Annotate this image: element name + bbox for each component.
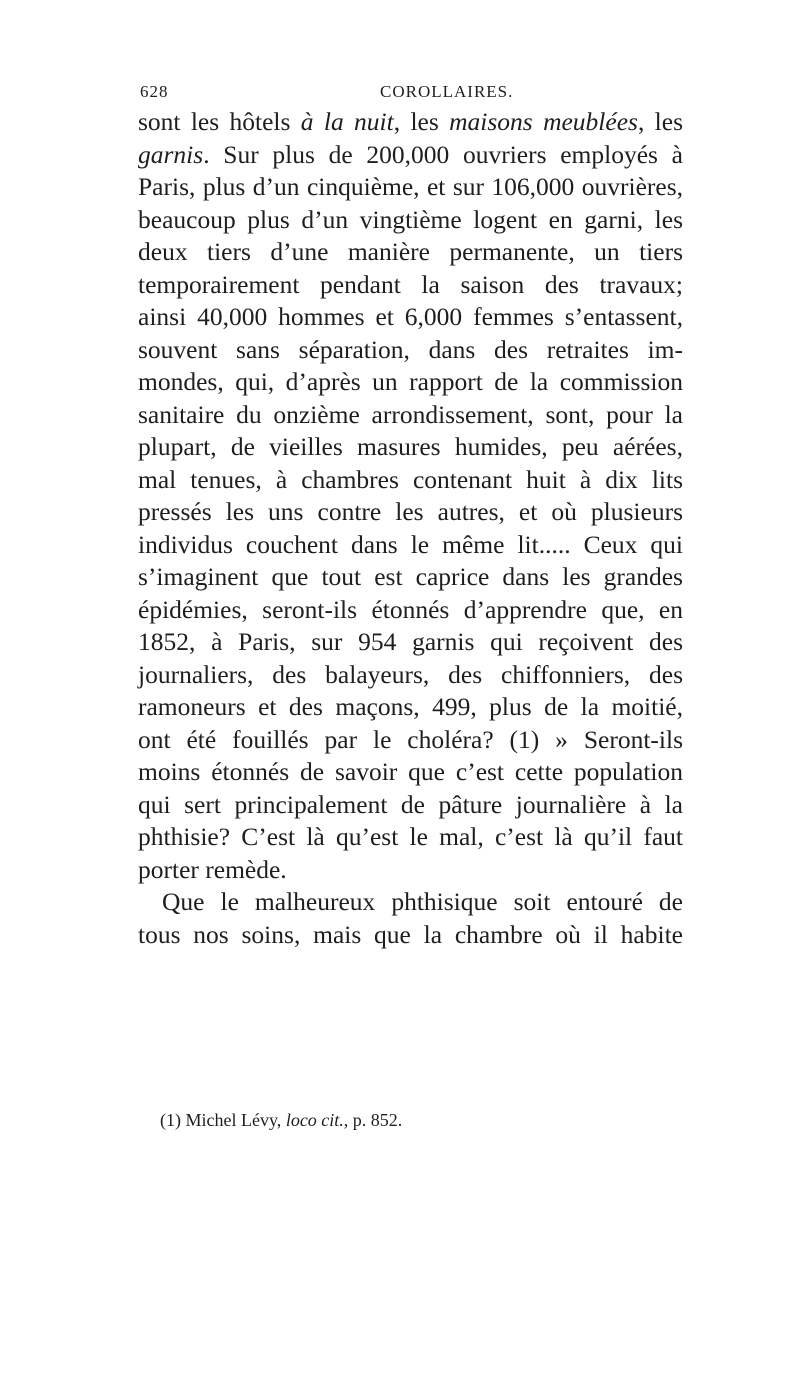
text-run: épidémies, seront-ils étonnés d’apprendre que, en bbox=[138, 594, 683, 624]
text-line bbox=[138, 236, 683, 269]
text-run: plupart, de vieilles masures humides, peu aérées, bbox=[138, 432, 683, 461]
text-run: tous nos soins, mais que la chambre où il habite bbox=[138, 919, 683, 949]
text-line bbox=[138, 561, 683, 594]
text-run: temporairement pendant la saison des travaux; bbox=[138, 269, 683, 299]
text-line bbox=[138, 366, 683, 399]
text-run: , les bbox=[393, 107, 450, 136]
footnote-ref: loco cit. bbox=[285, 1110, 344, 1130]
text-line bbox=[138, 464, 683, 497]
text-line bbox=[138, 106, 683, 139]
text-line bbox=[138, 789, 683, 822]
text-run: individus couchent dans le même lit..... Ceux qui bbox=[138, 529, 683, 559]
text-line bbox=[138, 886, 683, 919]
text-line bbox=[138, 756, 683, 789]
text-run: ramoneurs et des maçons, 499, plus de la moitié, bbox=[138, 692, 683, 721]
text-run: pressés les uns contre les autres, et où plusieurs bbox=[138, 497, 683, 526]
italic-phrase: maisons meublées bbox=[449, 107, 638, 136]
text-line bbox=[138, 171, 683, 204]
italic-phrase: à la nuit bbox=[300, 107, 394, 136]
text-run: , les bbox=[637, 107, 683, 136]
text-line bbox=[138, 659, 683, 692]
text-run: phthisie? C’est là qu’est le mal, c’est là qu’il faut bbox=[138, 822, 683, 851]
text-run: qui sert principalement de pâture journalière à la bbox=[138, 789, 683, 819]
text-line bbox=[138, 431, 683, 464]
body-text bbox=[138, 106, 683, 951]
text-run: beaucoup plus d’un vingtième logent en garni, les bbox=[138, 204, 683, 234]
text-run: . Sur plus de 200,000 ouvriers employés à bbox=[203, 139, 683, 169]
text-line bbox=[138, 269, 683, 302]
text-run: Paris, plus d’un cinquième, et sur 106,000 ouvrières, bbox=[138, 172, 683, 201]
text-run: souvent sans séparation, dans des retraites im- bbox=[138, 334, 683, 364]
text-line bbox=[138, 139, 683, 172]
text-run: ainsi 40,000 hommes et 6,000 femmes s’entassent, bbox=[138, 302, 683, 331]
text-run: porter remède. bbox=[138, 854, 287, 884]
text-run: deux tiers d’une manière permanente, un tiers bbox=[138, 237, 683, 266]
footnote-page: , p. 852. bbox=[343, 1110, 403, 1130]
page-number: 628 bbox=[140, 82, 169, 101]
text-run: sont les hôtels bbox=[138, 107, 301, 136]
text-line bbox=[138, 821, 683, 854]
text-run: sanitaire du onzième arrondissement, sont, pour la bbox=[138, 399, 683, 429]
footnote-author: Michel Lévy, bbox=[185, 1110, 282, 1130]
text-run: 1852, à Paris, sur 954 garnis qui reçoivent des bbox=[138, 627, 683, 656]
text-line bbox=[138, 626, 683, 659]
text-run: moins étonnés de savoir que c’est cette population bbox=[138, 757, 683, 786]
footnote bbox=[160, 1110, 402, 1131]
running-title: COROLLAIRES. bbox=[380, 82, 514, 101]
text-run: ont été fouillés par le choléra? (1) » Seront-ils bbox=[138, 724, 683, 754]
footnote-mark: (1) bbox=[160, 1110, 181, 1130]
text-line bbox=[138, 594, 683, 627]
text-line bbox=[138, 399, 683, 432]
text-run: Que le malheureux phthisique soit entouré de bbox=[162, 887, 683, 916]
text-run: mal tenues, à chambres contenant huit à dix lits bbox=[138, 464, 683, 494]
text-line bbox=[138, 301, 683, 334]
page-header bbox=[140, 82, 680, 106]
text-line bbox=[138, 334, 683, 367]
text-line bbox=[138, 919, 683, 952]
text-run: s’imaginent que tout est caprice dans les grandes bbox=[138, 562, 683, 591]
text-line bbox=[138, 496, 683, 529]
text-run: journaliers, des balayeurs, des chiffonniers, des bbox=[138, 659, 683, 689]
text-line bbox=[138, 204, 683, 237]
text-line bbox=[138, 691, 683, 724]
text-line bbox=[138, 854, 683, 887]
italic-phrase: garnis bbox=[138, 139, 204, 169]
text-line bbox=[138, 529, 683, 562]
text-run: mondes, qui, d’après un rapport de la commission bbox=[138, 367, 683, 396]
text-line bbox=[138, 724, 683, 757]
